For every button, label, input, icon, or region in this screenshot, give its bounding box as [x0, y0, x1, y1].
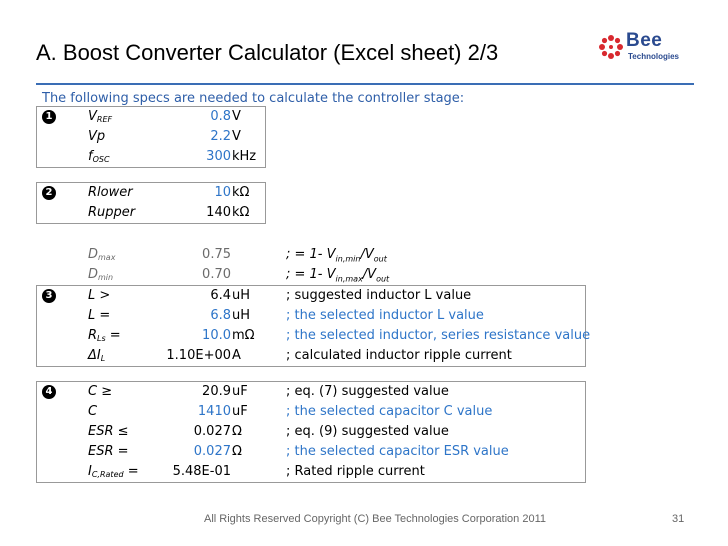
unit-esr-suggested: Ω: [232, 424, 242, 439]
row-c-suggested: [36, 383, 636, 403]
unit-c-selected: uF: [232, 404, 248, 419]
slide-title: A. Boost Converter Calculator (Excel sheet) 2/3: [36, 40, 499, 65]
row-ripple-current: [36, 347, 636, 367]
comment-ripple-current: ; calculated inductor ripple current: [286, 348, 512, 363]
copyright-text: All Rights Reserved Copyright (C) Bee Technologies Corporation 2011: [204, 513, 546, 525]
label-rupper: Rupper: [88, 205, 136, 220]
value-vp[interactable]: 2.2: [210, 129, 231, 144]
unit-rupper: kΩ: [232, 205, 250, 220]
label-ripple-current: $\Delta I_L$: [88, 348, 106, 363]
value-dmax: 0.75: [202, 247, 231, 262]
row-rls: [36, 327, 636, 347]
row-c-selected: [36, 403, 636, 423]
comment-esr-selected: ; the selected capacitor ESR value: [286, 444, 509, 459]
label-c-selected: C: [88, 404, 98, 419]
value-rupper: 140: [206, 205, 231, 220]
unit-c-suggested: uF: [232, 384, 248, 399]
value-c-suggested: 20.9: [202, 384, 231, 399]
value-rlower[interactable]: 10: [214, 185, 231, 200]
row-rated-ripple: [36, 463, 636, 483]
comment-dmin: ; = 1- $V_{in,max}/V_{out}$: [286, 267, 390, 284]
value-vref[interactable]: 0.8: [210, 109, 231, 124]
bee-technologies-logo: [598, 30, 694, 74]
comment-c-suggested: ; eq. (7) suggested value: [286, 384, 449, 399]
row-rupper: [36, 204, 636, 224]
label-esr-suggested: ESR ≤: [88, 424, 129, 439]
unit-rls: mΩ: [232, 328, 255, 343]
unit-l-suggested: uH: [232, 288, 251, 303]
unit-rlower: kΩ: [232, 185, 250, 200]
row-vref: [36, 108, 636, 128]
row-l-suggested: [36, 287, 636, 307]
row-esr-selected: [36, 443, 636, 463]
row-fosc: [36, 148, 636, 168]
row-vp: [36, 128, 636, 148]
comment-l-suggested: ; suggested inductor L value: [286, 288, 472, 303]
row-l-selected: [36, 307, 636, 327]
comment-esr-suggested: ; eq. (9) suggested value: [286, 424, 449, 439]
logo-subtitle: Technologies: [628, 52, 679, 61]
logo-wordmark: Bee: [626, 30, 663, 51]
comment-rated-ripple: ; Rated ripple current: [286, 464, 425, 479]
label-dmin: $D_{min}$: [88, 267, 114, 282]
value-dmin: 0.70: [202, 267, 231, 282]
label-rlower: Rlower: [88, 185, 133, 200]
bullet-2: 2: [42, 186, 56, 200]
value-esr-suggested: 0.027: [193, 424, 231, 439]
label-fosc: $f_{OSC}$: [88, 149, 110, 164]
label-c-suggested: C ≥: [88, 384, 113, 399]
intro-text: The following specs are needed to calculate the controller stage:: [42, 91, 465, 106]
unit-vref: V: [232, 109, 241, 124]
comment-dmax: ; = 1- $V_{in,min}/V_{out}$: [286, 247, 387, 264]
value-rated-ripple: 5.48E-01: [172, 464, 231, 479]
label-vp: Vp: [88, 129, 106, 144]
label-dmax: $D_{max}$: [88, 247, 116, 262]
value-c-selected[interactable]: 1410: [197, 404, 231, 419]
comment-rls: ; the selected inductor, series resistance value: [286, 328, 591, 343]
bullet-3: 3: [42, 289, 56, 303]
row-dmax: [36, 246, 636, 266]
bullet-1: 1: [42, 110, 56, 124]
value-l-suggested: 6.4: [210, 288, 231, 303]
comment-c-selected: ; the selected capacitor C value: [286, 404, 493, 419]
unit-l-selected: uH: [232, 308, 251, 323]
label-rls: $R_{Ls}$ =: [88, 328, 121, 343]
value-ripple-current: 1.10E+00: [166, 348, 231, 363]
row-esr-suggested: [36, 423, 636, 443]
label-l-selected: L =: [88, 308, 111, 323]
unit-vp: V: [232, 129, 241, 144]
bullet-4: 4: [42, 385, 56, 399]
label-l-suggested: L >: [88, 288, 111, 303]
label-vref: $V_{REF}$: [88, 109, 113, 124]
title-divider: [36, 83, 694, 85]
unit-esr-selected: Ω: [232, 444, 242, 459]
value-fosc[interactable]: 300: [206, 149, 231, 164]
label-rated-ripple: $I_{C,Rated}$ =: [88, 464, 139, 479]
unit-ripple-current: A: [232, 348, 241, 363]
value-l-selected[interactable]: 6.8: [210, 308, 231, 323]
row-rlower: [36, 184, 636, 204]
label-esr-selected: ESR =: [88, 444, 129, 459]
flower-icon: [598, 34, 624, 60]
value-esr-selected[interactable]: 0.027: [193, 444, 231, 459]
row-dmin: [36, 266, 636, 286]
page-number: 31: [672, 513, 685, 525]
comment-l-selected: ; the selected inductor L value: [286, 308, 484, 323]
value-rls[interactable]: 10.0: [202, 328, 231, 343]
unit-fosc: kHz: [232, 149, 257, 164]
